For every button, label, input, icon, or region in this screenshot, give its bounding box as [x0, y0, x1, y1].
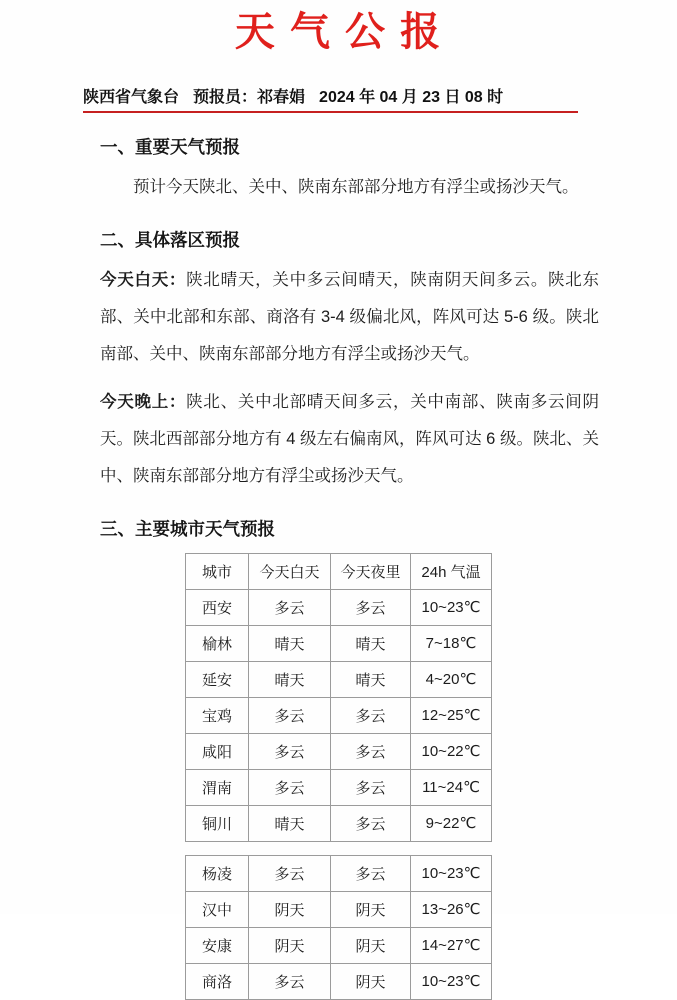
section3-heading: 三、主要城市天气预报	[100, 518, 275, 539]
page-title: 天 气 公 报	[234, 10, 443, 54]
night-weather-cell: 阴天	[331, 891, 411, 927]
header-city: 城市	[186, 553, 249, 589]
table-row	[186, 661, 492, 697]
table-row	[186, 963, 492, 999]
day-weather-cell: 多云	[249, 697, 331, 733]
table-row	[186, 769, 492, 805]
temp-cell: 10~23℃	[411, 855, 492, 891]
night-weather-cell: 多云	[331, 733, 411, 769]
section1-body: 预计今天陕北、关中、陕南东部部分地方有浮尘或扬沙天气。	[133, 178, 579, 196]
night-weather-cell: 多云	[331, 805, 411, 841]
city-cell: 延安	[186, 661, 249, 697]
table-row	[186, 855, 492, 891]
night-weather-cell: 多云	[331, 589, 411, 625]
day-weather-cell: 晴天	[249, 805, 331, 841]
night-weather-cell: 阴天	[331, 927, 411, 963]
night-weather-cell: 多云	[331, 855, 411, 891]
daytime-forecast-paragraph	[100, 262, 599, 373]
night-weather-cell: 晴天	[331, 661, 411, 697]
city-cell: 榆林	[186, 625, 249, 661]
daytime-prefix: 今天白天：	[100, 271, 187, 290]
city-forecast-table-main	[185, 553, 492, 842]
city-forecast-table-extra	[185, 855, 492, 1000]
city-cell: 渭南	[186, 769, 249, 805]
night-weather-cell: 晴天	[331, 625, 411, 661]
daytime-text: 陕北晴天，关中多云间晴天，陕南阴天间多云。陕北东部、关中北部和东部、商洛有 3-4 级偏北风，阵风可达 5-6 级。陕北南部、关中、陕南东部部分地方有浮尘或扬沙天气。	[100, 271, 600, 364]
table-row	[186, 805, 492, 841]
day-weather-cell: 晴天	[249, 625, 331, 661]
temp-cell: 10~23℃	[411, 589, 492, 625]
night-text: 陕北、关中北部晴天间多云，关中南部、陕南多云间阴天。陕北西部部分地方有 4 级左右偏南风，阵风可达 6 级。陕北、关中、陕南东部部分地方有浮尘或扬沙天气。	[100, 392, 600, 485]
city-cell: 西安	[186, 589, 249, 625]
station-name: 陕西省气象台	[83, 89, 180, 106]
header-day: 今天白天	[249, 553, 331, 589]
temp-cell: 14~27℃	[411, 927, 492, 963]
day-weather-cell: 多云	[249, 963, 331, 999]
temp-cell: 12~25℃	[411, 697, 492, 733]
section1-heading: 一、重要天气预报	[100, 137, 240, 157]
table-row	[186, 927, 492, 963]
temp-cell: 9~22℃	[411, 805, 492, 841]
table-row	[186, 625, 492, 661]
forecaster-name: 祁春娟	[257, 89, 306, 106]
city-cell: 宝鸡	[186, 697, 249, 733]
city-cell: 安康	[186, 927, 249, 963]
table-row	[186, 697, 492, 733]
table-row	[186, 891, 492, 927]
byline	[83, 84, 578, 113]
section2-heading: 二、具体落区预报	[100, 230, 240, 251]
city-cell: 汉中	[186, 891, 249, 927]
table-row	[186, 589, 492, 625]
temp-cell: 7~18℃	[411, 625, 492, 661]
temp-cell: 13~26℃	[411, 891, 492, 927]
city-cell: 杨凌	[186, 855, 249, 891]
temp-cell: 4~20℃	[411, 661, 492, 697]
night-weather-cell: 阴天	[331, 963, 411, 999]
day-weather-cell: 阴天	[249, 927, 331, 963]
day-weather-cell: 多云	[249, 769, 331, 805]
temp-cell: 11~24℃	[411, 769, 492, 805]
header-temp: 24h 气温	[411, 553, 492, 589]
day-weather-cell: 多云	[249, 589, 331, 625]
temp-cell: 10~23℃	[411, 963, 492, 999]
issue-time: 2024 年 04 月 23 日 08 时	[319, 89, 504, 106]
table-row	[186, 733, 492, 769]
city-cell: 咸阳	[186, 733, 249, 769]
day-weather-cell: 晴天	[249, 661, 331, 697]
city-cell: 商洛	[186, 963, 249, 999]
temp-cell: 10~22℃	[411, 733, 492, 769]
night-weather-cell: 多云	[331, 769, 411, 805]
night-forecast-paragraph	[100, 384, 599, 495]
day-weather-cell: 多云	[249, 855, 331, 891]
header-night: 今天夜里	[331, 553, 411, 589]
day-weather-cell: 阴天	[249, 891, 331, 927]
day-weather-cell: 多云	[249, 733, 331, 769]
night-weather-cell: 多云	[331, 697, 411, 733]
forecaster-label: 预报员：	[193, 89, 258, 106]
table-header-row	[186, 553, 492, 589]
night-prefix: 今天晚上：	[100, 392, 187, 411]
city-cell: 铜川	[186, 805, 249, 841]
